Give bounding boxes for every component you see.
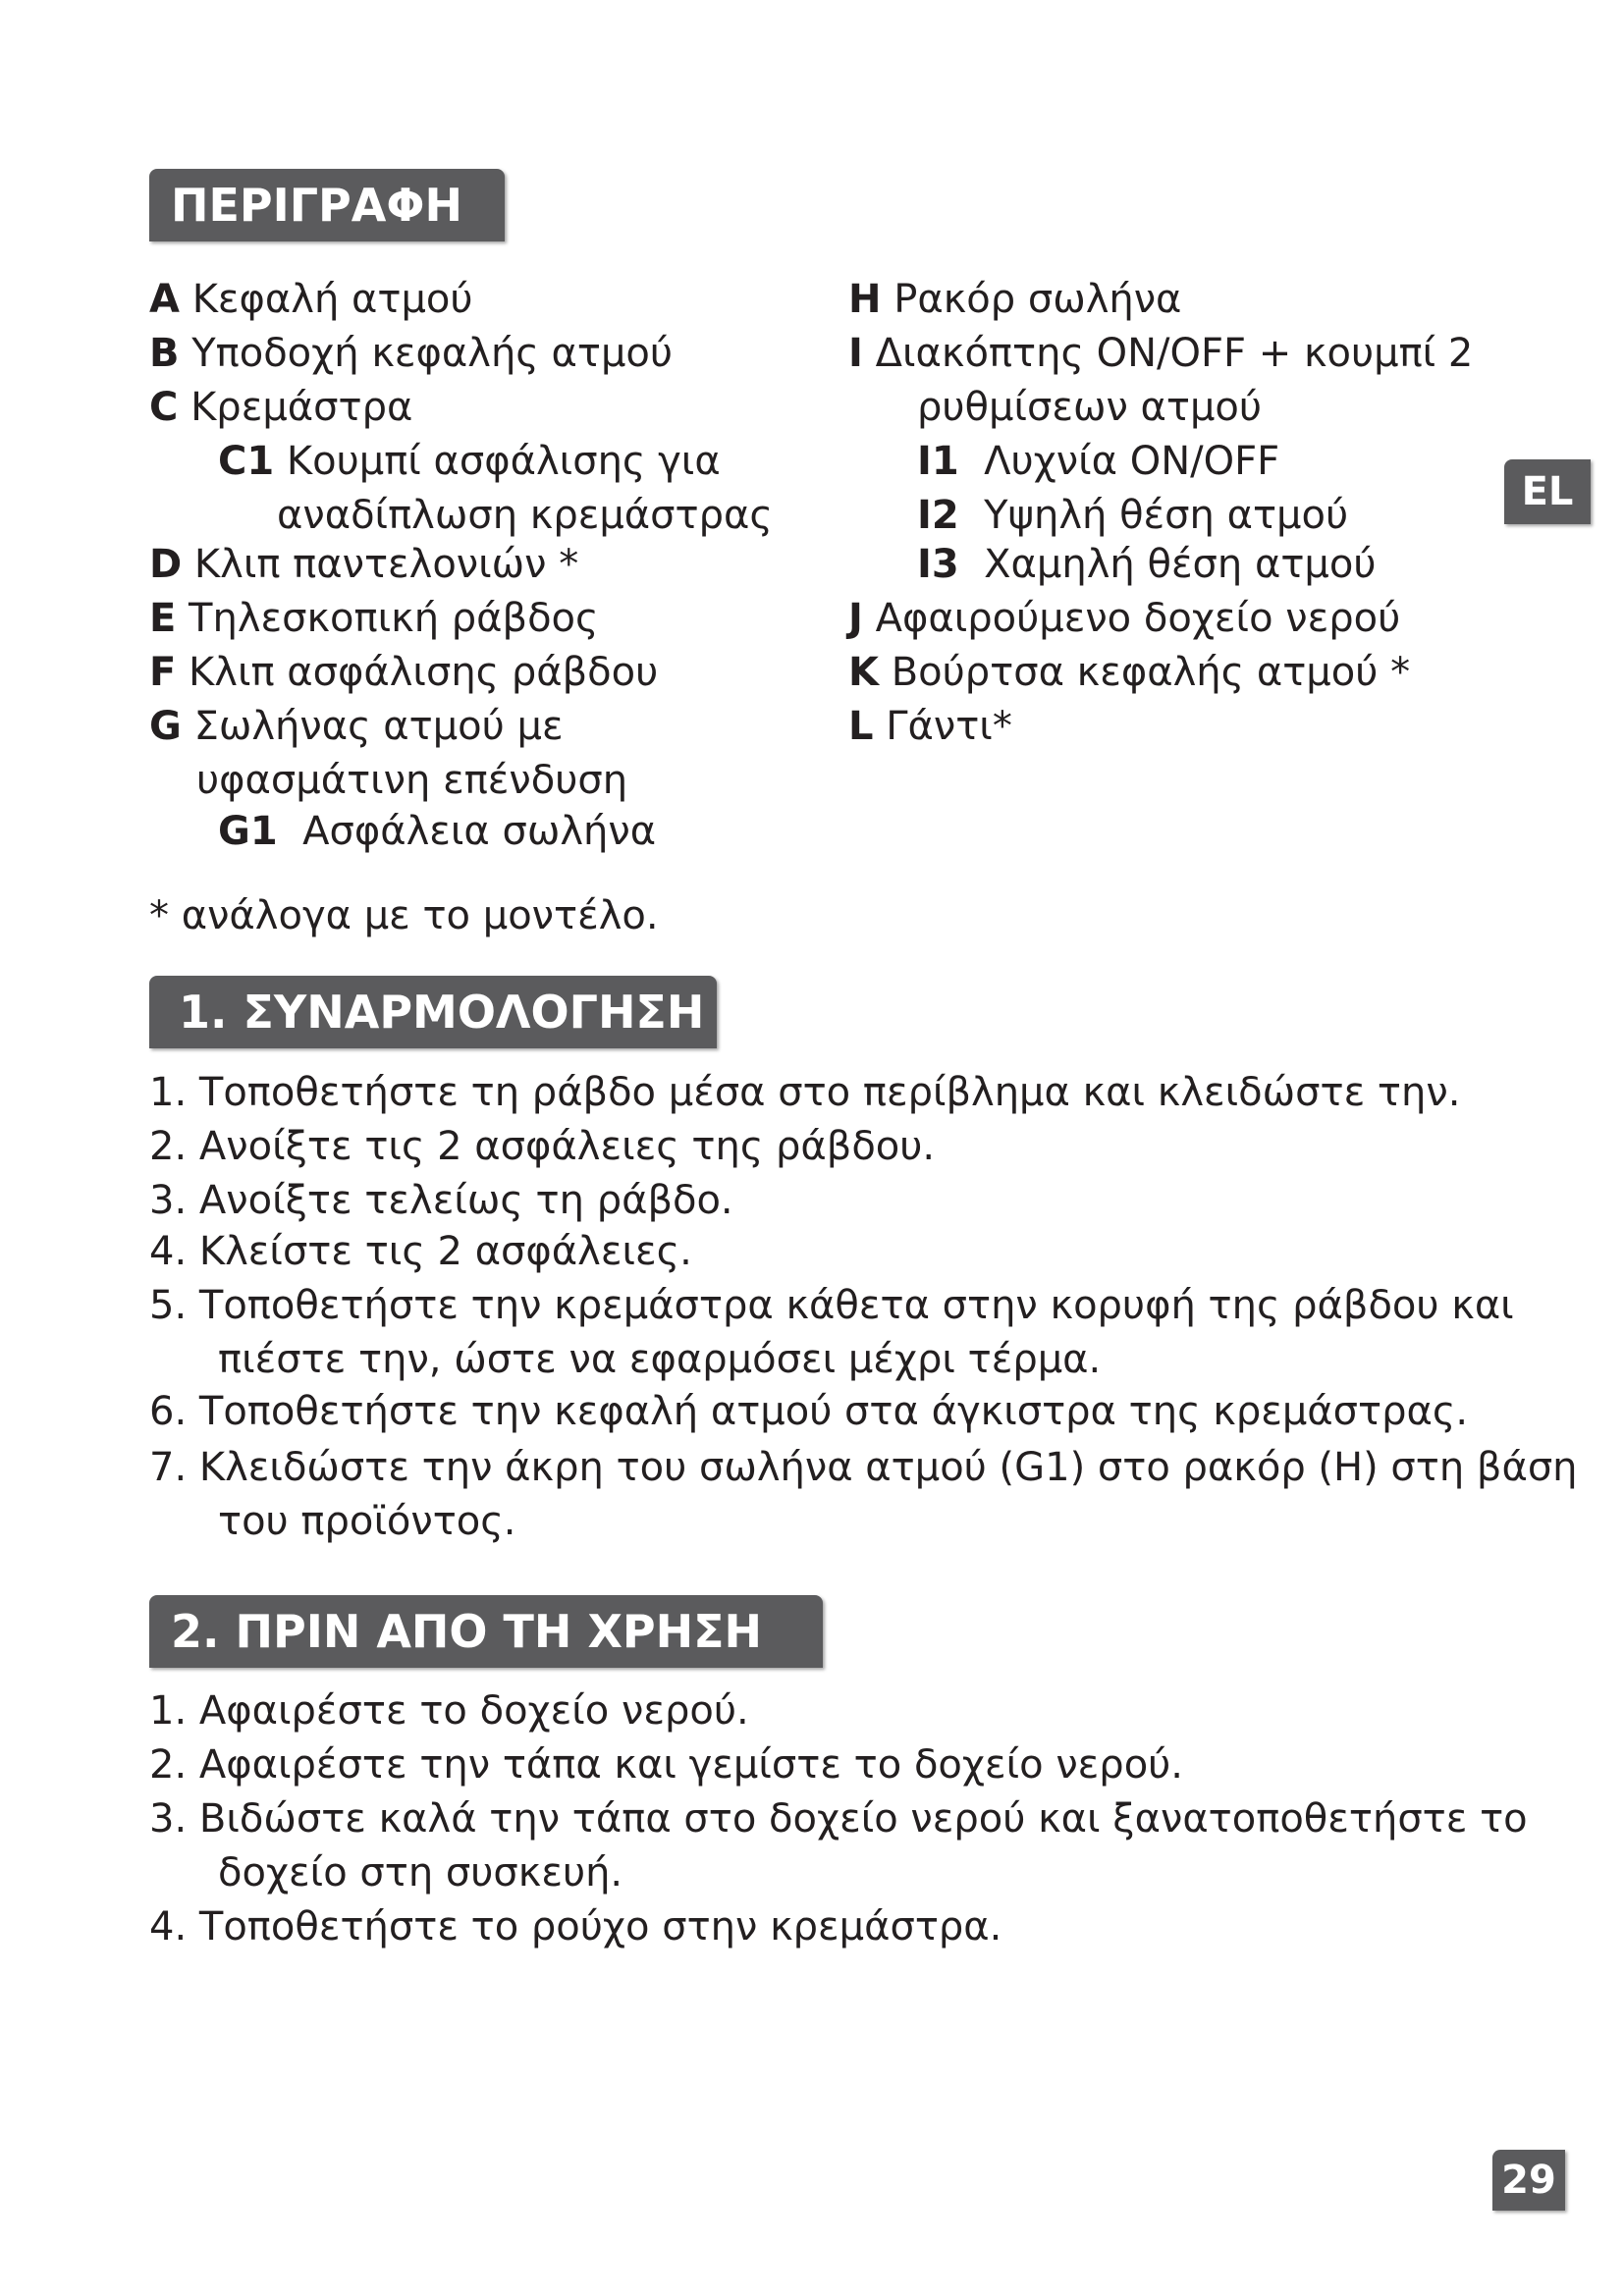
assembly-step-7: 7. Κλειδώστε την άκρη του σωλήνα ατμού (G1) στο ρακόρ (H) στη βάση του προϊόντος. — [149, 1445, 1578, 1544]
parts-right-J: J Αφαιρούμενο δοχείο νερού — [848, 596, 1401, 641]
before-use-step-2: 2. Αφαιρέστε την τάπα και γεμίστε το δοχείο νερού. — [149, 1742, 1184, 1788]
language-tab: EL — [1504, 459, 1591, 524]
assembly-step-5: 5. Τοποθετήστε την κρεμάστρα κάθετα στην κορυφή της ράβδου και πιέστε την, ώστε να εφαρμόσει μέχρι τέρμα. — [149, 1283, 1514, 1382]
parts-left-C1-cont: αναδίπλωση κρεμάστρας — [277, 493, 773, 538]
parts-left-B: B Υποδοχή κεφαλής ατμού — [149, 331, 674, 376]
assembly-step-6: 6. Τοποθετήστε την κεφαλή ατμού στα άγκιστρα της κρεμάστρας. — [149, 1389, 1469, 1434]
before-use-step-1: 1. Αφαιρέστε το δοχείο νερού. — [149, 1688, 749, 1734]
page-number: 29 — [1492, 2150, 1565, 2211]
assembly-step-1: 1. Τοποθετήστε τη ράβδο μέσα στο περίβλημα και κλειδώστε την. — [149, 1070, 1461, 1115]
parts-right-I3: I3 Χαμηλή θέση ατμού — [917, 542, 1377, 587]
parts-right-I-cont: ρυθμίσεων ατμού — [917, 385, 1263, 430]
parts-right-I2: I2 Υψηλή θέση ατμού — [917, 493, 1349, 538]
before-use-step-3: 3. Βιδώστε καλά την τάπα στο δοχείο νερού και ξανατοποθετήστε το δοχείο στη συσκευή. — [149, 1796, 1528, 1896]
parts-left-C1: C1 Κουμπί ασφάλισης για — [218, 439, 721, 484]
assembly-step-4: 4. Κλείστε τις 2 ασφάλειες. — [149, 1229, 692, 1274]
parts-right-I1: I1 Λυχνία ON/OFF — [917, 439, 1280, 484]
parts-left-G: G Σωλήνας ατμού με — [149, 704, 564, 749]
section-header-description: ΠΕΡΙΓΡΑΦΗ — [149, 169, 505, 241]
parts-left-C: C Κρεμάστρα — [149, 385, 413, 430]
footnote: * ανάλογα με το μοντέλο. — [149, 893, 659, 938]
section-header-before-use: 2. ΠΡΙΝ ΑΠΟ ΤΗ ΧΡΗΣΗ — [149, 1595, 823, 1668]
parts-left-E: E Τηλεσκοπική ράβδος — [149, 596, 599, 641]
parts-left-F: F Κλιπ ασφάλισης ράβδου — [149, 650, 659, 695]
parts-left-D: D Κλιπ παντελονιών * — [149, 542, 579, 587]
assembly-step-3: 3. Ανοίξτε τελείως τη ράβδο. — [149, 1178, 733, 1223]
section-header-assembly: 1. ΣΥΝΑΡΜΟΛΟΓΗΣΗ — [149, 976, 717, 1048]
parts-left-G-cont: υφασμάτινη επένδυση — [196, 758, 628, 803]
assembly-step-2: 2. Ανοίξτε τις 2 ασφάλειες της ράβδου. — [149, 1124, 936, 1169]
parts-left-A: A Κεφαλή ατμού — [149, 277, 473, 322]
parts-right-K: K Βούρτσα κεφαλής ατμού * — [848, 650, 1411, 695]
parts-right-L: L Γάντι* — [848, 704, 1012, 749]
parts-left-G1: G1 Ασφάλεια σωλήνα — [218, 809, 657, 854]
parts-right-H: H Ρακόρ σωλήνα — [848, 277, 1182, 322]
before-use-step-4: 4. Τοποθετήστε το ρούχο στην κρεμάστρα. — [149, 1904, 1002, 1949]
parts-right-I: I Διακόπτης ON/OFF + κουμπί 2 — [848, 331, 1474, 376]
